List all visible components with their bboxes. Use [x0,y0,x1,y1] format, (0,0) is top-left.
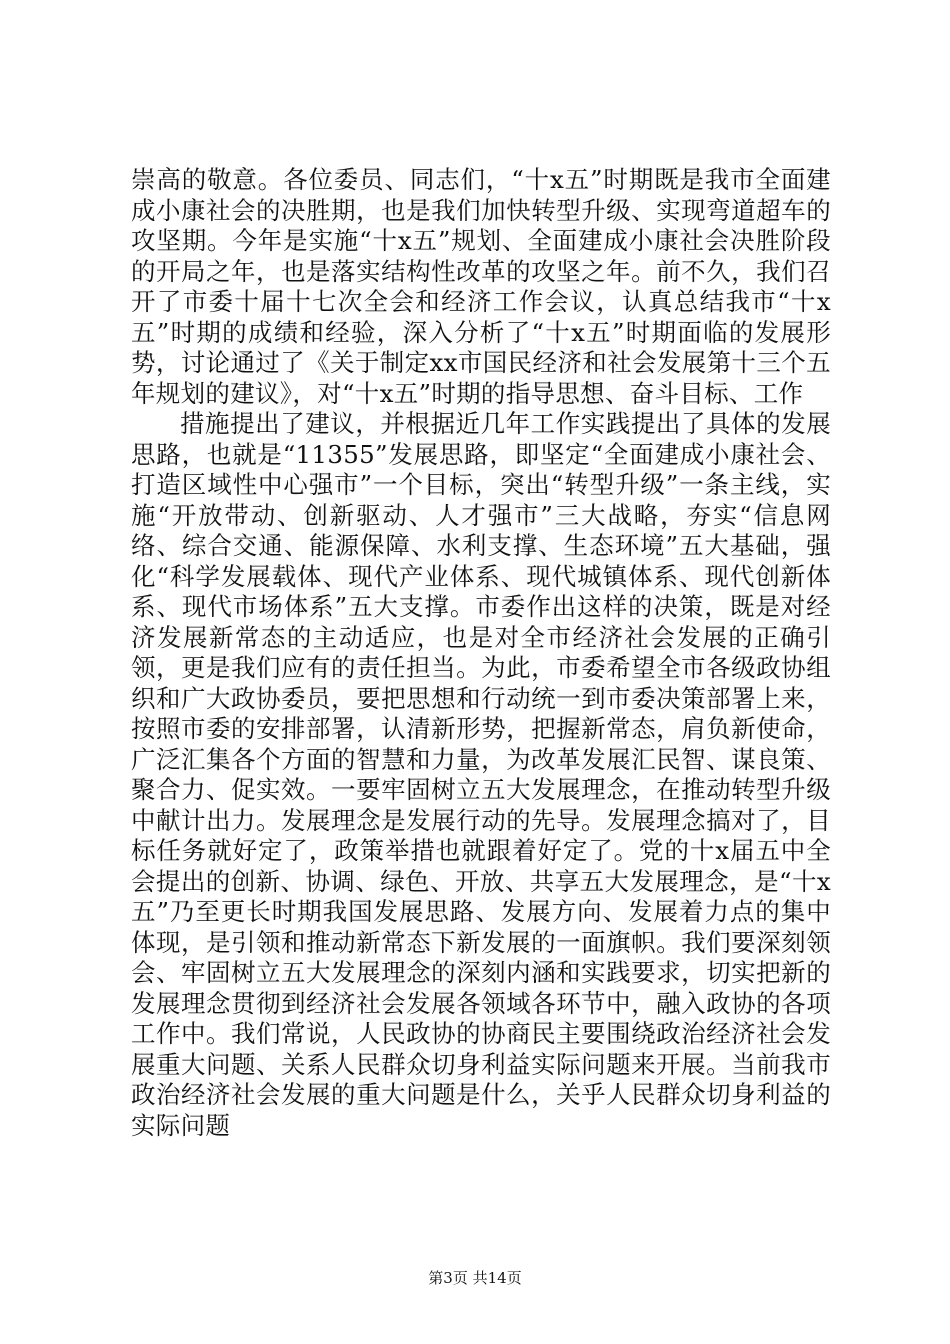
page-footer: 第3页 共14页 [428,1269,522,1287]
paragraph-1: 崇高的敬意。各位委员、同志们，“十x五”时期既是我市全面建成小康社会的决胜期，也是我们加快转型升级、实现弯道超车的攻坚期。今年是实施“十x五”规划、全面建成小康社会决胜阶段的开局之年，也是落实结构性改革的攻坚之年。前不久，我们召开了市委十届十七次全会和经济工作会议，认真总结我市“十x五”时期的成绩和经验，深入分析了“十x五”时期面临的发展形势，讨论通过了《关于制定xx市国民经济和社会发展第十三个五年规划的建议》，对“十x五”时期的指导思想、奋斗目标、工作 [131,165,831,408]
paragraph-2: 措施提出了建议，并根据近几年工作实践提出了具体的发展思路，也就是“11355”发展思路，即坚定“全面建成小康社会、打造区域性中心强市”一个目标，突出“转型升级”一条主线，实施“开放带动、创新驱动、人才强市”三大战略，夯实“信息网络、综合交通、能源保障、水利支撑、生态环境”五大基础，强化“科学发展载体、现代产业体系、现代城镇体系、现代创新体系、现代市场体系”五大支撑。市委作出这样的决策，既是对经济发展新常态的主动适应，也是对全市经济社会发展的正确引领，更是我们应有的责任担当。为此，市委希望全市各级政协组织和广大政协委员，要把思想和行动统一到市委决策部署上来，按照市委的安排部署，认清新形势，把握新常态，肩负新使命，广泛汇集各个方面的智慧和力量，为改革发展汇民智、谋良策、聚合力、促实效。一要牢固树立五大发展理念，在推动转型升级中献计出力。发展理念是发展行动的先导。发展理念搞对了，目标任务就好定了，政策举措也就跟着好定了。党的十x届五中全会提出的创新、协调、绿色、开放、共享五大发展理念，是“十x五”乃至更长时期我国发展思路、发展方向、发展着力点的集中体现，是引领和推动新常态下新发展的一面旗帜。我们要深刻领会、牢固树立五大发展理念的深刻内涵和实践要求，切实把新的发展理念贯彻到经济社会发展各领域各环节中，融入政协的各项工作中。我们常说，人民政协的协商民主要围绕政治经济社会发展重大问题、关系人民群众切身利益实际问题来开展。当前我市政治经济社会发展的重大问题是什么，关乎人民群众切身利益的实际问题 [131,409,832,1140]
document-body [131,165,831,1141]
